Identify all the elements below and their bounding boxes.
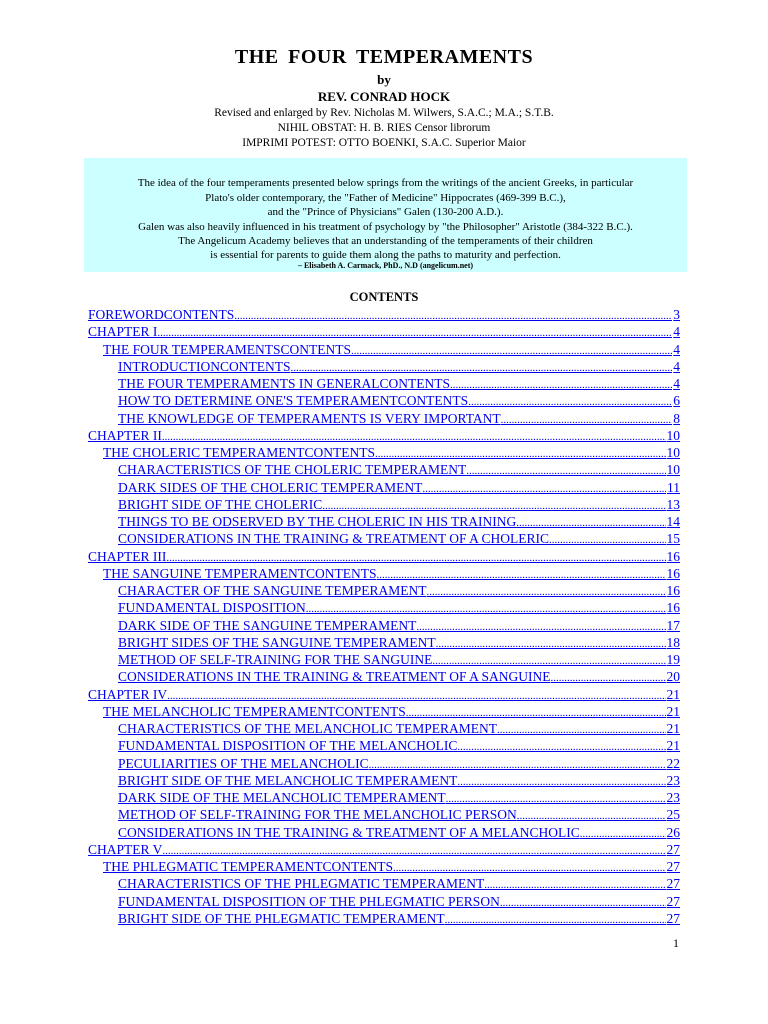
toc-entry-page: 23	[666, 790, 680, 805]
toc-entry-label: BRIGHT SIDE OF THE CHOLERIC	[118, 496, 323, 512]
toc-entry-page: 25	[666, 807, 680, 823]
toc-entry-label: CHARACTERISTICS OF THE CHOLERIC TEMPERAMENT	[118, 462, 467, 478]
toc-entry-page: 10	[666, 462, 680, 478]
toc-entry-link[interactable]	[88, 359, 680, 376]
toc-entry-page: 16	[666, 548, 680, 564]
toc-entry-page: 21	[666, 686, 680, 702]
toc-entry-page: 18	[666, 634, 680, 650]
toc-dot-leader	[377, 569, 666, 581]
toc-dot-leader	[427, 586, 666, 598]
toc-entry-link[interactable]	[88, 807, 680, 824]
toc-entry-page: 14	[666, 514, 680, 529]
toc-dot-leader	[516, 517, 665, 529]
toc-entry-page: 27	[666, 893, 680, 909]
toc-entry-page: 6	[673, 393, 680, 409]
toc-entry-label: PECULIARITIES OF THE MELANCHOLIC	[118, 755, 369, 771]
toc-dot-leader	[580, 828, 666, 840]
toc-entry-page: 10	[666, 427, 680, 443]
toc-entry-page: 4	[673, 324, 680, 340]
toc-dot-leader	[432, 655, 665, 667]
toc-entry-page: 11	[667, 479, 680, 495]
intro-line: The idea of the four temperaments presented below springs from the writings of the ancient Greeks, in particular	[137, 177, 634, 189]
toc-entry-label: THE MELANCHOLIC TEMPERAMENTCONTENTS	[103, 703, 406, 719]
revision-note: Revised and enlarged by Rev. Nicholas M. Wilwers, S.A.C.; M.A.; S.T.B.	[214, 107, 554, 119]
toc-entry-link[interactable]	[88, 393, 680, 410]
toc-entry-label: THE KNOWLEDGE OF TEMPERAMENTS IS VERY IMPORTANT	[118, 410, 501, 426]
toc-dot-leader	[291, 362, 673, 374]
imprimi-potest: IMPRIMI POTEST: OTTO BOENKI, S.A.C. Superior Maior	[242, 137, 526, 149]
toc-dot-leader	[436, 638, 666, 650]
toc-entry-label: CHAPTER IV	[88, 686, 168, 702]
toc-dot-leader	[484, 879, 665, 891]
toc-entry-label: METHOD OF SELF-TRAINING FOR THE MELANCHOLIC PERSON	[118, 807, 517, 823]
toc-dot-leader	[446, 793, 666, 805]
toc-entry-link[interactable]	[88, 635, 680, 652]
toc-dot-leader	[306, 603, 666, 615]
toc-entry-link[interactable]	[88, 549, 680, 566]
toc-dot-leader	[234, 310, 672, 322]
toc-entry-link[interactable]	[88, 618, 680, 635]
toc-entry-link[interactable]	[88, 687, 680, 704]
toc-entry-page: 8	[673, 410, 680, 426]
toc-entry-link[interactable]	[88, 773, 680, 790]
toc-entry-label: CHARACTERISTICS OF THE PHLEGMATIC TEMPERAMENT	[118, 876, 485, 892]
toc-dot-leader	[457, 776, 665, 788]
intro-box	[84, 158, 687, 272]
toc-entry-page: 19	[666, 652, 680, 667]
toc-entry-link[interactable]	[88, 842, 680, 859]
toc-entry-page: 21	[666, 738, 680, 754]
toc-entry-link[interactable]	[88, 324, 680, 341]
toc-entry-label: HOW TO DETERMINE ONE'S TEMPERAMENTCONTENTS	[118, 393, 469, 409]
toc-entry-label: CHARACTER OF THE SANGUINE TEMPERAMENT	[118, 583, 427, 598]
toc-entry-page: 17	[666, 617, 680, 633]
toc-entry-link[interactable]	[88, 894, 680, 911]
toc-entry-page: 27	[666, 859, 680, 874]
toc-dot-leader	[457, 741, 665, 753]
toc-entry-label: DARK SIDE OF THE MELANCHOLIC TEMPERAMENT	[118, 790, 446, 805]
toc-dot-leader	[167, 690, 665, 702]
toc-entry-link[interactable]	[88, 790, 680, 807]
toc-entry-link[interactable]	[88, 876, 680, 893]
toc-entry-label: CHAPTER I	[88, 324, 158, 340]
page-number: 1	[673, 936, 679, 950]
toc-entry-page: 15	[666, 531, 680, 547]
toc-entry-label: THE SANGUINE TEMPERAMENTCONTENTS	[103, 565, 377, 581]
toc-entry-link[interactable]	[88, 497, 680, 514]
toc-dot-leader	[393, 862, 666, 874]
toc-entry-label: CHAPTER II	[88, 427, 162, 443]
toc-entry-link[interactable]	[88, 825, 680, 842]
toc-entry-page: 21	[666, 721, 680, 736]
toc-entry-label: CHAPTER III	[88, 548, 167, 564]
toc-entry-link[interactable]	[88, 669, 680, 686]
toc-dot-leader	[497, 724, 665, 736]
toc-dot-leader	[375, 448, 666, 460]
toc-entry-link[interactable]	[88, 445, 680, 462]
toc-entry-page: 16	[666, 583, 680, 598]
toc-entry-page: 21	[666, 703, 680, 719]
toc-dot-leader	[422, 483, 666, 495]
toc-dot-leader	[157, 327, 672, 339]
toc-entry-label: FUNDAMENTAL DISPOSITION OF THE MELANCHOLIC	[118, 738, 458, 754]
toc-entry-page: 4	[673, 376, 680, 391]
toc-entry-label: CHARACTERISTICS OF THE MELANCHOLIC TEMPERAMENT	[118, 721, 498, 736]
toc-entry-link[interactable]	[88, 756, 680, 773]
toc-entry-label: THINGS TO BE ODSERVED BY THE CHOLERIC IN HIS TRAINING	[118, 514, 517, 529]
toc-entry-label: CONSIDERATIONS IN THE TRAINING & TREATMENT OF A CHOLERIC	[118, 531, 550, 547]
author-name: REV. CONRAD HOCK	[317, 89, 451, 104]
toc-entry-link[interactable]	[88, 428, 680, 445]
toc-dot-leader	[166, 552, 665, 564]
toc-entry-label: THE PHLEGMATIC TEMPERAMENTCONTENTS	[103, 859, 393, 874]
toc-entry-link[interactable]	[88, 307, 680, 324]
intro-signature: – Elisabeth A. Carmack, PhD., N.D (angelicum.net)	[297, 261, 474, 270]
toc-dot-leader	[162, 431, 666, 443]
intro-line: Plato's older contemporary, the "Father of Medicine" Hippocrates (469-399 B.C.),	[205, 192, 566, 204]
toc-entry-label: CHAPTER V	[88, 841, 163, 857]
toc-entry-label: THE FOUR TEMPERAMENTS IN GENERALCONTENTS	[118, 376, 451, 391]
toc-dot-leader	[351, 345, 672, 357]
toc-entry-label: DARK SIDES OF THE CHOLERIC TEMPERAMENT	[118, 479, 423, 495]
toc-entry-label: FUNDAMENTAL DISPOSITION	[118, 600, 306, 616]
toc-dot-leader	[450, 379, 672, 391]
toc-entry-page: 4	[673, 358, 680, 374]
toc-entry-label: INTRODUCTIONCONTENTS	[118, 358, 291, 374]
toc-dot-leader	[406, 707, 666, 719]
toc-dot-leader	[369, 759, 666, 771]
toc-entry-page: 23	[666, 772, 680, 788]
toc-entry-link[interactable]	[88, 859, 680, 876]
toc-entry-label: CONSIDERATIONS IN THE TRAINING & TREATMENT OF A SANGUINE	[118, 669, 551, 685]
toc-entry-label: THE FOUR TEMPERAMENTSCONTENTS	[103, 341, 352, 357]
toc-entry-link[interactable]	[88, 514, 680, 531]
toc-dot-leader	[162, 845, 665, 857]
toc-entry-link[interactable]	[88, 342, 680, 359]
toc-dot-leader	[445, 914, 666, 926]
toc-entry-page: 27	[666, 910, 680, 926]
toc-entry-link[interactable]	[88, 566, 680, 583]
toc-dot-leader	[501, 414, 673, 426]
toc-entry-label: CONSIDERATIONS IN THE TRAINING & TREATMENT OF A MELANCHOLIC	[118, 824, 580, 840]
table-of-contents	[88, 307, 680, 928]
toc-entry-label: THE CHOLERIC TEMPERAMENTCONTENTS	[103, 445, 375, 460]
toc-entry-link[interactable]	[88, 704, 680, 721]
document-title: THE FOUR TEMPERAMENTS	[234, 46, 534, 68]
toc-entry-page: 27	[666, 841, 680, 857]
intro-line: Galen was also heavily influenced in his treatment of psychology by "the Philosopher" Aristotle (384-322 B.C.).	[138, 221, 633, 233]
toc-entry-label: BRIGHT SIDE OF THE PHLEGMATIC TEMPERAMENT	[118, 910, 445, 926]
toc-entry-link[interactable]	[88, 721, 680, 738]
toc-dot-leader	[322, 500, 665, 512]
toc-entry-page: 20	[666, 669, 680, 685]
intro-line: The Angelicum Academy believes that an understanding of the temperaments of their children	[178, 235, 593, 247]
toc-dot-leader	[551, 672, 666, 684]
toc-entry-link[interactable]	[88, 911, 680, 928]
toc-entry-label: METHOD OF SELF-TRAINING FOR THE SANGUINE	[118, 652, 433, 667]
toc-dot-leader	[500, 897, 666, 909]
toc-entry-page: 13	[666, 496, 680, 512]
toc-entry-page: 26	[666, 824, 680, 840]
contents-heading: CONTENTS	[349, 290, 419, 304]
toc-entry-link[interactable]	[88, 411, 680, 428]
toc-entry-link[interactable]	[88, 531, 680, 548]
toc-entry-link[interactable]	[88, 738, 680, 755]
toc-entry-page: 10	[666, 445, 680, 460]
toc-entry-link[interactable]	[88, 480, 680, 497]
toc-dot-leader	[468, 396, 672, 408]
toc-entry-label: BRIGHT SIDES OF THE SANGUINE TEMPERAMENT	[118, 634, 436, 650]
toc-entry-link[interactable]	[88, 600, 680, 617]
toc-entry-page: 16	[666, 565, 680, 581]
toc-entry-link[interactable]	[88, 652, 680, 669]
toc-dot-leader	[416, 621, 665, 633]
toc-entry-page: 16	[666, 600, 680, 616]
intro-line: and the "Prince of Physicians" Galen (130-200 A.D.).	[267, 206, 504, 218]
intro-line: is essential for parents to guide them along the paths to maturity and perfection.	[210, 249, 561, 261]
toc-dot-leader	[466, 465, 665, 477]
byline-by: by	[377, 72, 391, 87]
toc-entry-label: FUNDAMENTAL DISPOSITION OF THE PHLEGMATIC PERSON	[118, 893, 500, 909]
nihil-obstat: NIHIL OBSTAT: H. B. RIES Censor librorum	[277, 122, 491, 134]
toc-entry-label: BRIGHT SIDE OF THE MELANCHOLIC TEMPERAMENT	[118, 772, 458, 788]
toc-entry-link[interactable]	[88, 462, 680, 479]
toc-entry-page: 22	[666, 755, 680, 771]
toc-entry-page: 3	[673, 307, 680, 322]
toc-dot-leader	[517, 810, 666, 822]
toc-dot-leader	[549, 534, 665, 546]
toc-entry-link[interactable]	[88, 376, 680, 393]
toc-entry-link[interactable]	[88, 583, 680, 600]
toc-entry-page: 4	[673, 341, 680, 357]
toc-entry-label: FOREWORDCONTENTS	[88, 307, 235, 322]
toc-entry-page: 27	[666, 876, 680, 892]
toc-entry-label: DARK SIDE OF THE SANGUINE TEMPERAMENT	[118, 617, 417, 633]
